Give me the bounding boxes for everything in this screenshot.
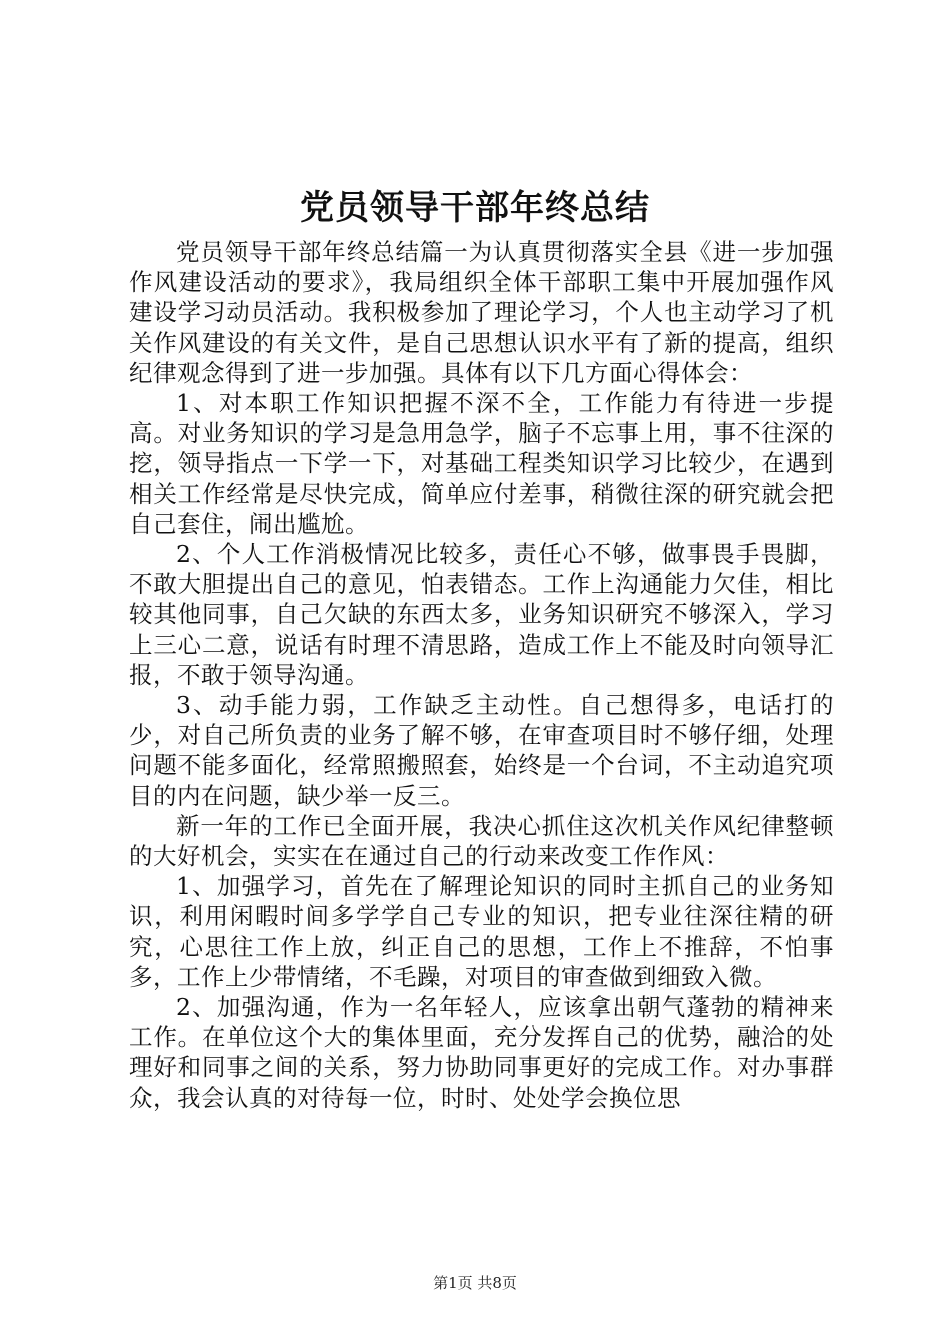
paragraph-new-year: 新一年的工作已全面开展，我决心抓住这次机关作风纪律整顿的大好机会，实实在在通过自己的行动来改变工作作风： [129, 811, 834, 871]
paragraph-intro: 党员领导干部年终总结篇一为认真贯彻落实全县《进一步加强作风建设活动的要求》，我局组织全体干部职工集中开展加强作风建设学习动员活动。我积极参加了理论学习，个人也主动学习了机关作风建设的有关文件，是自己思想认识水平有了新的提高，组织纪律观念得到了进一步加强。具体有以下几方面心得体会： [129, 238, 834, 387]
paragraph-problem-2: 2、个人工作消极情况比较多，责任心不够，做事畏手畏脚，不敢大胆提出自己的意见，怕表错态。工作上沟通能力欠佳，相比较其他同事，自己欠缺的东西太多，业务知识研究不够深入，学习上三心二意，说话有时理不清思路，造成工作上不能及时向领导汇报，不敢于领导沟通。 [129, 540, 834, 689]
document-title: 党员领导干部年终总结 [300, 188, 650, 228]
paragraph-plan-1: 1、加强学习，首先在了解理论知识的同时主抓自己的业务知识，利用闲暇时间多学学自己专业的知识，把专业往深往精的研究，心思往工作上放，纠正自己的思想，工作上不推辞，不怕事多，工作上少带情绪，不毛躁，对项目的审查做到细致入微。 [129, 872, 834, 991]
paragraph-problem-3: 3、动手能力弱，工作缺乏主动性。自己想得多，电话打的少，对自己所负责的业务了解不够，在审查项目时不够仔细，处理问题不能多面化，经常照搬照套，始终是一个台词，不主动追究项目的内在问题，缺少举一反三。 [129, 691, 834, 810]
document-body [129, 237, 834, 1113]
page-number-footer: 第1页 共8页 [433, 1274, 517, 1292]
paragraph-plan-2: 2、加强沟通，作为一名年轻人，应该拿出朝气蓬勃的精神来工作。在单位这个大的集体里面，充分发挥自己的优势，融洽的处理好和同事之间的关系，努力协助同事更好的完成工作。对办事群众，我会认真的对待每一位，时时、处处学会换位思 [129, 993, 834, 1112]
paragraph-problem-1: 1、对本职工作知识把握不深不全，工作能力有待进一步提高。对业务知识的学习是急用急学，脑子不忘事上用，事不往深的挖，领导指点一下学一下，对基础工程类知识学习比较少，在遇到相关工作经常是尽快完成，简单应付差事，稍微往深的研究就会把自己套住，闹出尴尬。 [129, 389, 834, 538]
